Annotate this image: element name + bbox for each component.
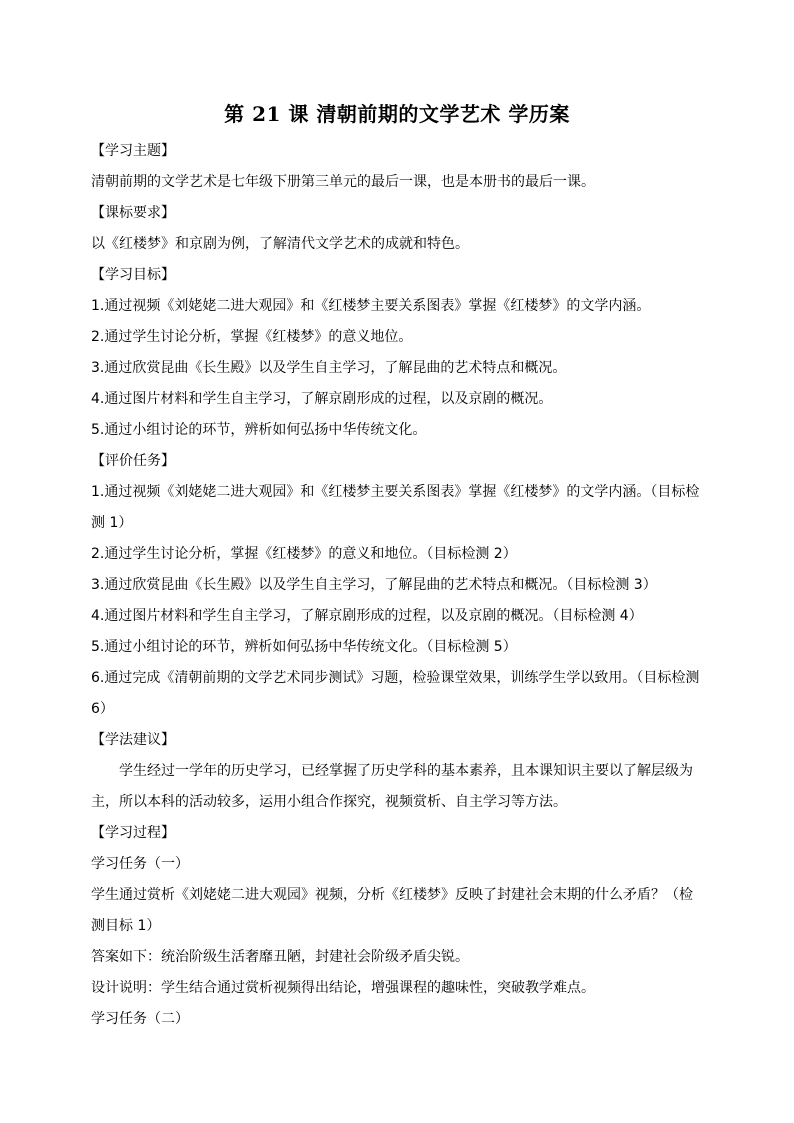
task-item-4: 4.通过图片材料和学生自主学习，了解京剧形成的过程，以及京剧的概况。（目标检测 4） (91, 608, 643, 624)
task-item-1: 1.通过视频《刘姥姥二进大观园》和《红楼梦主要关系图表》掌握《红楼梦》的文学内涵。（目标检测 1） (91, 484, 700, 531)
learning-task-1-design: 设计说明：学生结合通过赏析视频得出结论，增强课程的趣味性，突破教学难点。 (91, 980, 595, 996)
section-heading-goals: 【学习目标】 (91, 267, 175, 283)
section-heading-tasks: 【评价任务】 (91, 453, 175, 469)
task-item-2: 2.通过学生讨论分析，掌握《红楼梦》的意义和地位。（目标检测 2） (91, 546, 517, 562)
learning-task-2-title: 学习任务（二） (91, 1011, 189, 1027)
advice-text: 学生经过一学年的历史学习，已经掌握了历史学科的基本素养，且本课知识主要以了解层级为主，所以本科的活动较多，运用小组合作探究，视频赏析、自主学习等方法。 (91, 763, 693, 810)
task-item-5: 5.通过小组讨论的环节，辨析如何弘扬中华传统文化。（目标检测 5） (91, 639, 517, 655)
goal-item-3: 3.通过欣赏昆曲《长生殿》以及学生自主学习，了解昆曲的艺术特点和概况。 (91, 360, 567, 376)
document-title: 第 21 课 清朝前期的文学艺术 学历案 (224, 102, 570, 126)
section-heading-process: 【学习过程】 (91, 825, 175, 841)
theme-text: 清朝前期的文学艺术是七年级下册第三单元的最后一课，也是本册书的最后一课。 (91, 174, 595, 190)
document-page (91, 100, 703, 1035)
standard-text: 以《红楼梦》和京剧为例，了解清代文学艺术的成就和特色。 (91, 236, 469, 252)
task-item-3: 3.通过欣赏昆曲《长生殿》以及学生自主学习，了解昆曲的艺术特点和概况。（目标检测 3） (91, 577, 657, 593)
section-heading-standard: 【课标要求】 (91, 205, 175, 221)
learning-task-1-title: 学习任务（一） (91, 856, 189, 872)
section-heading-advice: 【学法建议】 (91, 732, 175, 748)
goal-item-5: 5.通过小组讨论的环节，辨析如何弘扬中华传统文化。 (91, 422, 427, 438)
learning-task-1-question: 学生通过赏析《刘姥姥二进大观园》视频，分析《红楼梦》反映了封建社会末期的什么矛盾？（检测目标 1） (91, 887, 693, 934)
task-item-6: 6.通过完成《清朝前期的文学艺术同步测试》习题，检验课堂效果，训练学生学以致用。（目标检测 6） (91, 670, 700, 717)
learning-task-1-answer: 答案如下：统治阶级生活奢靡丑陋，封建社会阶级矛盾尖锐。 (91, 949, 469, 965)
goal-item-2: 2.通过学生讨论分析，掌握《红楼梦》的意义地位。 (91, 329, 413, 345)
goal-item-1: 1.通过视频《刘姥姥二进大观园》和《红楼梦主要关系图表》掌握《红楼梦》的文学内涵。 (91, 298, 651, 314)
section-heading-theme: 【学习主题】 (91, 143, 175, 159)
goal-item-4: 4.通过图片材料和学生自主学习，了解京剧形成的过程，以及京剧的概况。 (91, 391, 553, 407)
